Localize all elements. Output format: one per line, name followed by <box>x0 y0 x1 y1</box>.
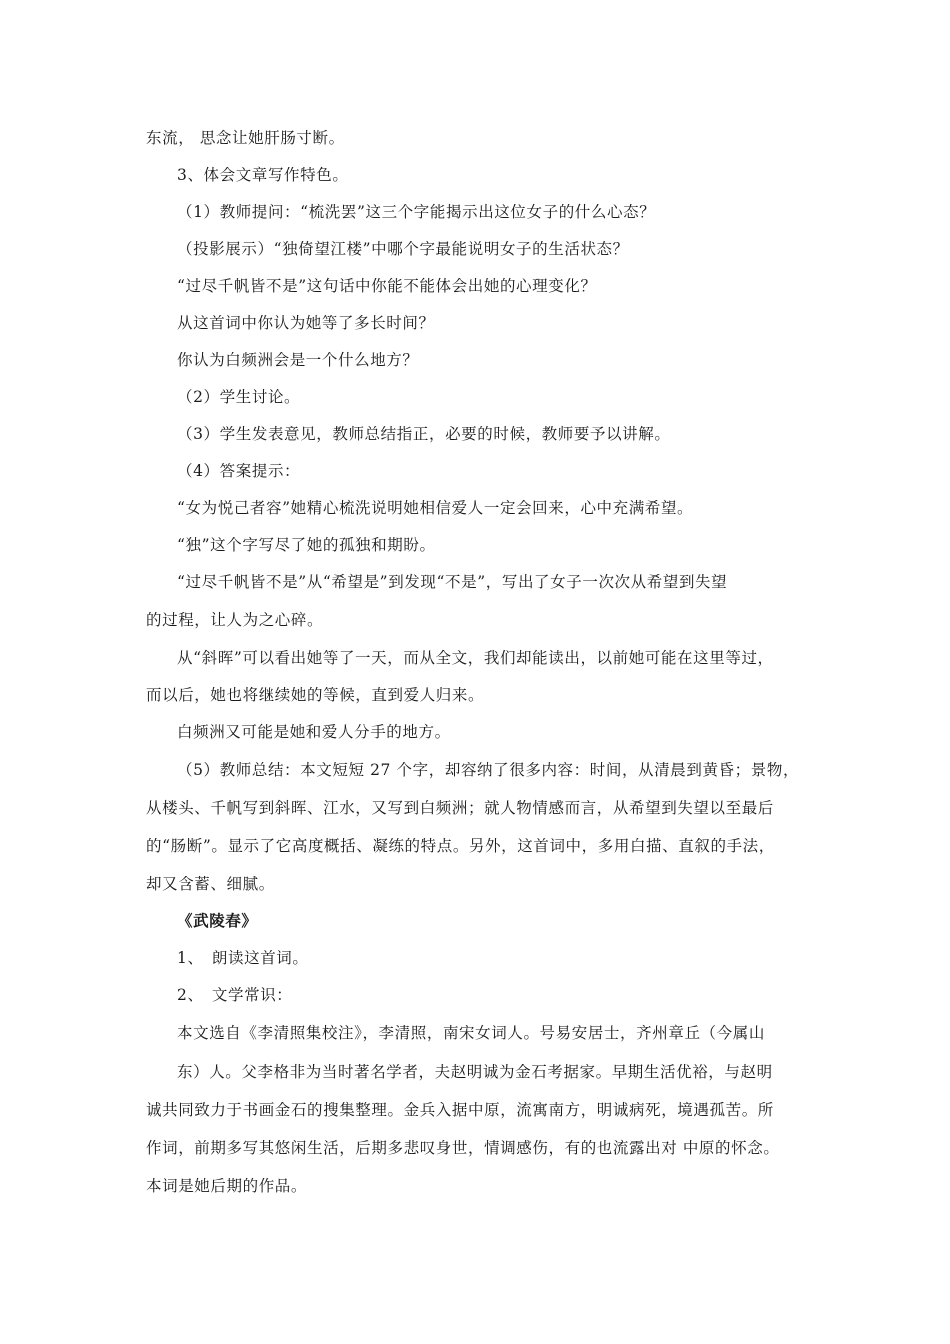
summary-line: （5）教师总结：本文短短 27 个字，却容纳了很多内容：时间，从清晨到黄昏；景物， <box>177 761 800 779</box>
answer-line: “独”这个字写尽了她的孤独和期盼。 <box>177 536 436 554</box>
bio-line: 东）人。父李格非为当时著名学者，夫赵明诚为金石考据家。早期生活优裕，与赵明 <box>177 1063 773 1081</box>
answer-line: 而以后，她也将继续她的等候，直到爱人归来。 <box>146 686 485 704</box>
question-line: 从这首词中你认为她等了多长时间？ <box>177 314 435 332</box>
text-line: 东流， 思念让她肝肠寸断。 <box>146 129 345 147</box>
answer-line: 从“斜晖”可以看出她等了一天，而从全文，我们却能读出，以前她可能在这里等过， <box>177 649 774 667</box>
answer-line: “过尽千帆皆不是”从“希望是”到发现“不是”，写出了女子一次次从希望到失望 <box>177 573 728 591</box>
question-line: 你认为白频洲会是一个什么地方？ <box>177 351 419 369</box>
question-line: （投影展示）“独倚望江楼”中哪个字最能说明女子的生活状态？ <box>177 240 629 258</box>
step-line: （3）学生发表意见，教师总结指正，必要的时候，教师要予以讲解。 <box>177 425 671 443</box>
step-line: （2）学生讨论。 <box>177 388 301 406</box>
question-line: “过尽千帆皆不是”这句话中你能不能体会出她的心理变化？ <box>177 277 597 295</box>
bio-line: 本词是她后期的作品。 <box>146 1177 308 1195</box>
answer-line: “女为悦己者容”她精心梳洗说明她相信爱人一定会回来，心中充满希望。 <box>177 499 694 517</box>
summary-line: 却又含蓄、细腻。 <box>146 875 275 893</box>
question-line: （1）教师提问：“梳洗罢”这三个字能揭示出这位女子的什么心态？ <box>177 203 656 221</box>
bio-line: 作词，前期多写其悠闲生活，后期多悲叹身世，情调感伤，有的也流露出对 中原的怀念。 <box>146 1139 780 1157</box>
step-line: （4）答案提示： <box>177 462 301 480</box>
bio-line: 诚共同致力于书画金石的搜集整理。金兵入据中原，流寓南方，明诚病死，境遇孤苦。所 <box>146 1101 774 1119</box>
summary-line: 从楼头、千帆写到斜晖、江水，又写到白频洲；就人物情感而言，从希望到失望以至最后 <box>146 799 774 817</box>
answer-line: 的过程，让人为之心碎。 <box>146 611 324 629</box>
poem-title: 《武陵春》 <box>177 911 258 930</box>
bio-line: 本文选自《李清照集校注》，李清照，南宋女词人。号易安居士，齐州章丘（今属山 <box>177 1024 765 1042</box>
step-line: 2、 文学常识： <box>177 986 293 1004</box>
step-line: 1、 朗读这首词。 <box>177 949 309 967</box>
summary-line: 的“肠断”。显示了它高度概括、凝练的特点。另外，这首词中，多用白描、直叙的手法， <box>146 837 775 855</box>
section-heading: 3、体会文章写作特色。 <box>177 166 349 184</box>
answer-line: 白频洲又可能是她和爱人分手的地方。 <box>177 723 451 741</box>
